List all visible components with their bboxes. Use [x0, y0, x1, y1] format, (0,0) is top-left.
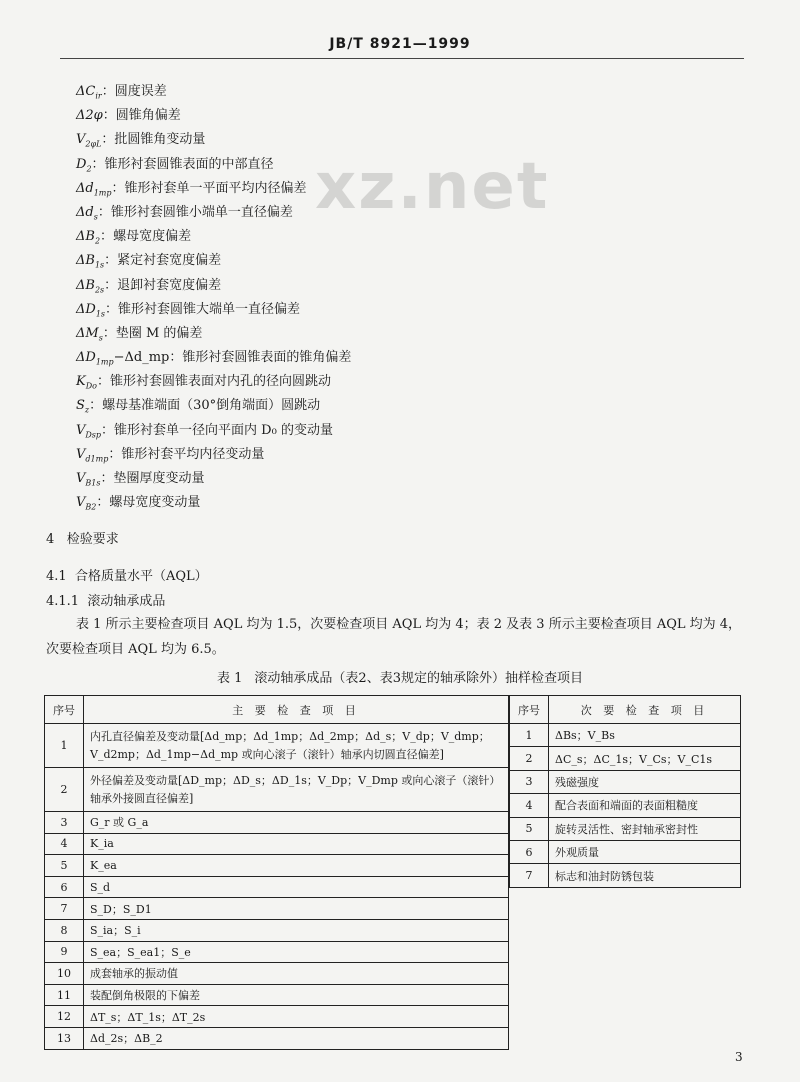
table-row [510, 770, 741, 793]
definition-text: 锥形衬套圆锥小端单一直径偏差 [110, 204, 293, 220]
table-row [45, 724, 509, 768]
definition-item: $K_{Do}$：锥形衬套圆锥表面对内孔的径向圆跳动 [76, 374, 331, 391]
symbol: $\Delta M_s$ [76, 325, 103, 343]
table-row [45, 1027, 509, 1049]
definition-text: 螺母基准端面（30°倒角端面）圆跳动 [102, 398, 321, 414]
definition-item: $S_z$：螺母基准端面（30°倒角端面）圆跳动 [76, 398, 321, 416]
row-number: 3 [510, 770, 549, 793]
definition-text: 锥形衬套单一平面平均内径偏差 [124, 180, 307, 196]
row-number: 12 [45, 1006, 84, 1028]
subsection-heading: 4.1 合格质量水平（AQL） [46, 569, 208, 584]
table-row [45, 941, 509, 963]
symbol: Δ2φ [76, 108, 103, 124]
row-number: 4 [45, 833, 84, 855]
symbol: $V_{d1mp}$ [76, 446, 109, 464]
subsubsection-heading: 4.1.1 滚动轴承成品 [46, 594, 166, 609]
section-heading: 4 检验要求 [46, 532, 119, 547]
row-number: 6 [45, 876, 84, 898]
row-item: S_ia；S_i [84, 919, 509, 941]
page-header: JB/T 8921—1999 [329, 36, 471, 52]
page-number: 3 [735, 1050, 743, 1064]
row-item: 成套轴承的振动值 [84, 963, 509, 985]
definition-item: $\Delta d_{1mp}$：锥形衬套单一平面平均内径偏差 [76, 180, 307, 198]
row-item: S_ea；S_ea1；S_e [84, 941, 509, 963]
row-item: K_ia [84, 833, 509, 855]
symbol: $\Delta B_2$ [76, 229, 101, 246]
row-number: 8 [45, 919, 84, 941]
definition-item: $\Delta B_2$：螺母宽度偏差 [76, 229, 192, 246]
main-inspection-table [44, 695, 509, 1050]
column-header: 次 要 检 查 项 目 [549, 696, 741, 724]
row-number: 13 [45, 1027, 84, 1049]
row-item: 外径偏差及变动量[ΔD_mp；ΔD_s；ΔD_1s；V_Dp；V_Dmp 或向心滚子（滚针）轴承外接圆直径偏差] [84, 768, 509, 812]
definition-item: $V_{B2}$：螺母宽度变动量 [76, 495, 201, 512]
row-item: G_r 或 G_a [84, 812, 509, 834]
definition-item: $\Delta M_s$：垫圈 M 的偏差 [76, 325, 203, 343]
row-item: 装配倒角极限的下偏差 [84, 984, 509, 1006]
row-number: 2 [510, 747, 549, 770]
row-number: 5 [45, 855, 84, 877]
symbol: $\Delta D_{1s}$ [76, 301, 106, 319]
row-item: ΔC_s；ΔC_1s；V_Cs；V_C1s [549, 747, 741, 770]
symbol: $\Delta d_{1mp}$ [76, 180, 112, 198]
secondary-inspection-table [509, 695, 741, 888]
row-number: 1 [45, 724, 84, 768]
table-row [45, 1006, 509, 1028]
row-item: ΔT_s；ΔT_1s；ΔT_2s [84, 1006, 509, 1028]
row-item: Δd_2s；ΔB_2 [84, 1027, 509, 1049]
table-row [510, 724, 741, 747]
definition-text: 螺母宽度变动量 [109, 495, 201, 511]
header-rule [60, 58, 744, 59]
row-item: ΔBs；V_Bs [549, 724, 741, 747]
definition-item: $V_{2\varphi L}$：批圆锥角变动量 [76, 132, 206, 149]
symbol: $V_{Dsp}$ [76, 422, 102, 440]
table-row [45, 855, 509, 877]
row-number: 2 [45, 768, 84, 812]
definition-text: 锥形衬套圆锥表面对内孔的径向圆跳动 [109, 374, 331, 390]
row-item: 标志和油封防锈包装 [549, 864, 741, 887]
table-row [45, 833, 509, 855]
definition-text: 批圆锥角变动量 [114, 132, 206, 148]
table-row [45, 812, 509, 834]
row-number: 7 [510, 864, 549, 887]
symbol: $\Delta D_{1mp}$ [76, 350, 114, 367]
row-item: 内孔直径偏差及变动量[Δd_mp；Δd_1mp；Δd_2mp；Δd_s；V_dp；V_dmp；V_d2mp；Δd_1mp−Δd_mp 或向心滚子（滚针）轴承内切圆直径偏差] [84, 724, 509, 768]
definition-text: 锥形衬套圆锥大端单一直径偏差 [118, 301, 301, 317]
table-row [45, 876, 509, 898]
watermark: xz.net [315, 150, 550, 224]
row-number: 1 [510, 724, 549, 747]
definition-text: 垫圈厚度变动量 [113, 471, 205, 486]
table-row [45, 919, 509, 941]
row-number: 6 [510, 840, 549, 863]
definition-text: 圆度误差 [114, 84, 167, 99]
column-header: 序号 [510, 696, 549, 724]
definition-item: $\Delta D_{1s}$：锥形衬套圆锥大端单一直径偏差 [76, 301, 301, 319]
row-number: 11 [45, 984, 84, 1006]
definition-item: $\Delta B_{2s}$：退卸衬套宽度偏差 [76, 277, 222, 295]
definition-item: $V_{d1mp}$：锥形衬套平均内径变动量 [76, 446, 265, 464]
definition-item: $\Delta d_s$：锥形衬套圆锥小端单一直径偏差 [76, 204, 293, 222]
symbol: $V_{B2}$ [76, 495, 97, 512]
body-paragraph: 表 1 所示主要检查项目 AQL 均为 1.5，次要检查项目 AQL 均为 4；表 2 及表 3 所示主要检查项目 AQL 均为 4，次要检查项目 AQL 均为 6.5。 [46, 617, 742, 657]
definition-text: 垫圈 M 的偏差 [115, 325, 203, 341]
row-item: S_d [84, 876, 509, 898]
table-row [45, 984, 509, 1006]
definition-text: 退卸衬套宽度偏差 [117, 277, 222, 293]
definition-item: $\Delta C_{ir}$：圆度误差 [76, 84, 167, 101]
symbol: $V_{2\varphi L}$ [76, 132, 102, 149]
table-row [510, 817, 741, 840]
row-number: 9 [45, 941, 84, 963]
table-row [510, 747, 741, 770]
definition-text: 圆锥角偏差 [115, 108, 181, 124]
table-row [510, 840, 741, 863]
definition-text: 螺母宽度偏差 [113, 229, 192, 245]
table-row [510, 864, 741, 887]
row-number: 4 [510, 794, 549, 817]
table-caption: 表 1 滚动轴承成品（表2、表3规定的轴承除外）抽样检查项目 [217, 671, 583, 686]
definitions-list [76, 80, 736, 515]
definition-item: $D_2$：锥形衬套圆锥表面的中部直径 [76, 156, 274, 174]
table-row [45, 768, 509, 812]
row-number: 5 [510, 817, 549, 840]
table-row [45, 963, 509, 985]
definition-text: 锥形衬套圆锥表面的中部直径 [104, 156, 274, 172]
definition-item: $\Delta B_{1s}$：紧定衬套宽度偏差 [76, 253, 222, 270]
row-item: 残磁强度 [549, 770, 741, 793]
table-header-row [510, 696, 741, 724]
row-number: 7 [45, 898, 84, 920]
row-item: S_D；S_D1 [84, 898, 509, 920]
row-item: K_ea [84, 855, 509, 877]
table-row [45, 898, 509, 920]
symbol: $D_2$ [76, 156, 92, 174]
definition-item [76, 346, 736, 370]
row-item: 配合表面和端面的表面粗糙度 [549, 794, 741, 817]
row-item: 旋转灵活性、密封轴承密封性 [549, 817, 741, 840]
definition-text: 锥形衬套单一径向平面内 D₀ 的变动量 [114, 422, 333, 438]
definition-text: 锥形衬套平均内径变动量 [121, 446, 265, 462]
symbol: $S_z$ [76, 398, 90, 416]
row-number: 10 [45, 963, 84, 985]
row-item: 外观质量 [549, 840, 741, 863]
symbol: $\Delta C_{ir}$ [76, 84, 102, 101]
column-header: 主 要 检 查 项 目 [84, 696, 509, 724]
column-header: 序号 [45, 696, 84, 724]
definition-item: $V_{Dsp}$：锥形衬套单一径向平面内 D₀ 的变动量 [76, 422, 333, 440]
symbol: $\Delta B_{1s}$ [76, 253, 105, 270]
definition-item: Δ2φ：圆锥角偏差 [76, 108, 181, 124]
row-number: 3 [45, 812, 84, 834]
symbol: $\Delta B_{2s}$ [76, 277, 105, 295]
table-header-row [45, 696, 509, 724]
symbol: $V_{B1s}$ [76, 471, 101, 488]
definition-item: $V_{B1s}$：垫圈厚度变动量 [76, 471, 205, 488]
symbol: $\Delta d_s$ [76, 204, 98, 222]
definition-text: −Δd_mp：锥形衬套圆锥表面的锥角偏差 [113, 350, 352, 366]
table-row [510, 794, 741, 817]
definition-text: 紧定衬套宽度偏差 [117, 253, 222, 269]
symbol: $K_{Do}$ [76, 374, 97, 391]
